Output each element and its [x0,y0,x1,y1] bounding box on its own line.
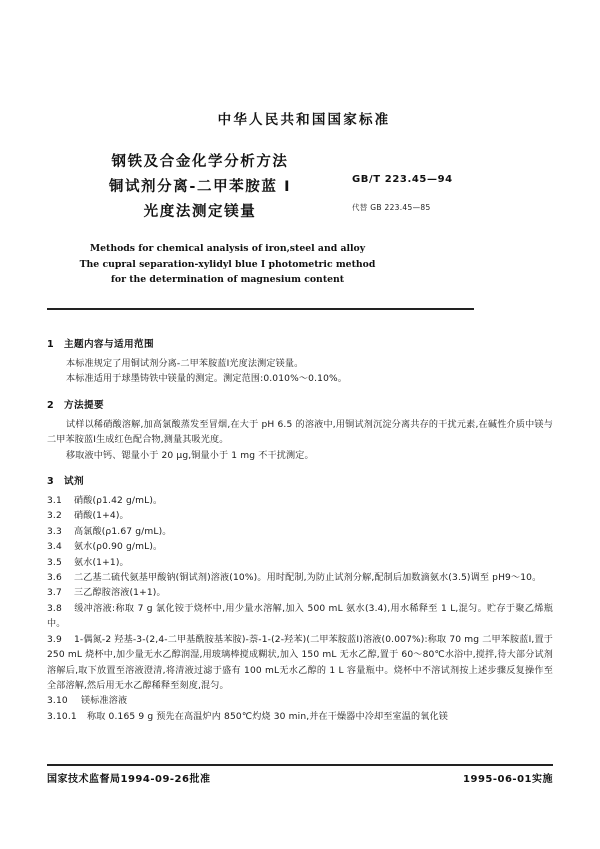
page-footer [47,770,553,785]
reagent-item [47,694,553,709]
reagent-item [47,571,553,586]
reagent-item-text: 硝酸(1+4)。 [74,511,129,522]
reagent-item-number: 3.7 [47,588,62,599]
reagent-item-text: 称取 0.165 9 g 预先在高温炉内 850℃灼烧 30 min,并在干燥器中冷却至室温的氧化镁 [87,711,448,722]
reagent-item [47,633,553,695]
section-title-1: 主题内容与适用范围 [64,339,154,350]
reagent-item [47,556,553,571]
reagent-item-text: 三乙醇胺溶液(1+1)。 [74,588,166,599]
footer-divider-rule [47,764,553,766]
reagent-item-text: 硝酸(ρ1.42 g/mL)。 [74,496,163,507]
reagent-item [47,586,553,601]
section-heading-3 [47,473,553,487]
header-divider-rule [47,308,474,310]
reagent-item-number: 3.8 [47,603,62,614]
section-heading-2 [47,397,553,411]
reagent-item-number: 3.2 [47,511,62,522]
reagent-item-text: 氨水(1+1)。 [74,557,129,568]
reagent-item-text: 高氯酸(ρ1.67 g/mL)。 [74,526,172,537]
cover-masthead [0,108,600,288]
section-2-paragraph-1: 试样以稀硝酸溶解,加高氯酸蒸发至冒烟,在大于 pH 6.5 的溶液中,用铜试剂沉淀分离共存的干扰元素,在碱性介质中镁与二甲苯胺蓝Ⅰ生成红色配合物,测量其吸光度。 [47,419,553,446]
standard-replaces-note: 代替 GB 223.45—85 [352,203,431,212]
section-1-paragraph-2: 本标准适用于球墨铸铁中镁量的测定。测定范围:0.010%～0.10%。 [66,374,348,385]
section-heading-1 [47,336,553,350]
reagent-item-text: 1-偶氮-2 羟基-3-(2,4-二甲基酰胺基苯胺)-萘-1-(2-羟苯)(二甲苯胺蓝Ⅰ)溶液(0.007%):称取 70 mg 二甲苯胺蓝Ⅰ,置于 250 mL 烧杯中,加少量无水乙醇润湿,用玻璃棒搅成糊状,加入 150 mL 无水乙醇,置于 60～80℃水浴中,搅拌,待大部分试剂溶解后,取下放置至溶液澄清,将清液过滤于盛有 100 mL无水乙醇的 1 L 容量瓶中。烧杯中不溶试剂按上述步骤反复操作至全部溶解,然后用无水乙醇稀释至刻度,混匀。 [47,634,553,691]
reagent-item [47,494,553,509]
title-en-line-2: The cupral separation-xylidyl blue Ⅰ photometric method [79,258,376,270]
title-line-3: 光度法测定镁量 [143,204,257,220]
national-standard-label: 中华人民共和国国家标准 [217,112,391,128]
section-number-1: 1 [47,339,55,350]
standard-number: GB/T 223.45—94 [352,174,453,185]
reagent-item [47,525,553,540]
title-line-2: 铜试剂分离-二甲苯胺蓝 Ⅰ [108,179,292,195]
reagent-item [47,602,553,633]
reagent-item-text: 缓冲溶液:称取 7 g 氯化铵于烧杯中,用少量水溶解,加入 500 mL 氨水(3.4),用水稀释至 1 L,混匀。贮存于聚乙烯瓶中。 [47,603,553,630]
section-number-3: 3 [47,476,55,488]
document-title-english [0,241,600,288]
section-title-2: 方法提要 [64,399,104,411]
reagent-item [47,710,553,725]
section-number-2: 2 [47,399,55,411]
reagent-item [47,509,553,524]
title-row [0,150,600,228]
reagent-item-number: 3.5 [47,557,62,568]
footer-approval: 国家技术监督局1994-09-26批准 [47,774,211,785]
title-en-line-3: for the determination of magnesium content [110,274,345,285]
section-2-paragraph-2: 移取液中钙、锶量小于 20 μg,铜量小于 1 mg 不干扰测定。 [66,450,314,461]
document-title-chinese [60,150,340,225]
reagent-item-text: 二乙基二硫代氨基甲酸钠(铜试剂)溶液(10%)。用时配制,为防止试剂分解,配制后加数滴氨水(3.5)调至 pH9～10。 [74,573,542,584]
standard-number-block [352,174,562,213]
footer-implementation: 1995-06-01实施 [463,774,553,785]
reagent-item-text: 镁标准溶液 [81,696,128,707]
reagent-item-number: 3.10.1 [47,711,77,722]
title-en-line-1: Methods for chemical analysis of iron,steel and alloy [89,243,366,254]
section-title-3: 试剂 [64,476,84,488]
document-body [47,327,553,725]
reagent-item-number: 3.9 [47,634,62,645]
reagent-item [47,540,553,555]
reagent-item-number: 3.10 [47,696,68,707]
section-1-paragraph-1: 本标准规定了用铜试剂分离-二甲苯胺蓝Ⅰ光度法测定镁量。 [66,359,304,369]
reagent-item-number: 3.1 [47,496,62,507]
reagent-item-number: 3.4 [47,542,62,553]
reagent-item-number: 3.6 [47,573,62,584]
title-line-1: 钢铁及合金化学分析方法 [111,154,289,170]
reagent-item-number: 3.3 [47,526,62,537]
reagent-item-text: 氨水(ρ0.90 g/mL)。 [74,542,163,553]
